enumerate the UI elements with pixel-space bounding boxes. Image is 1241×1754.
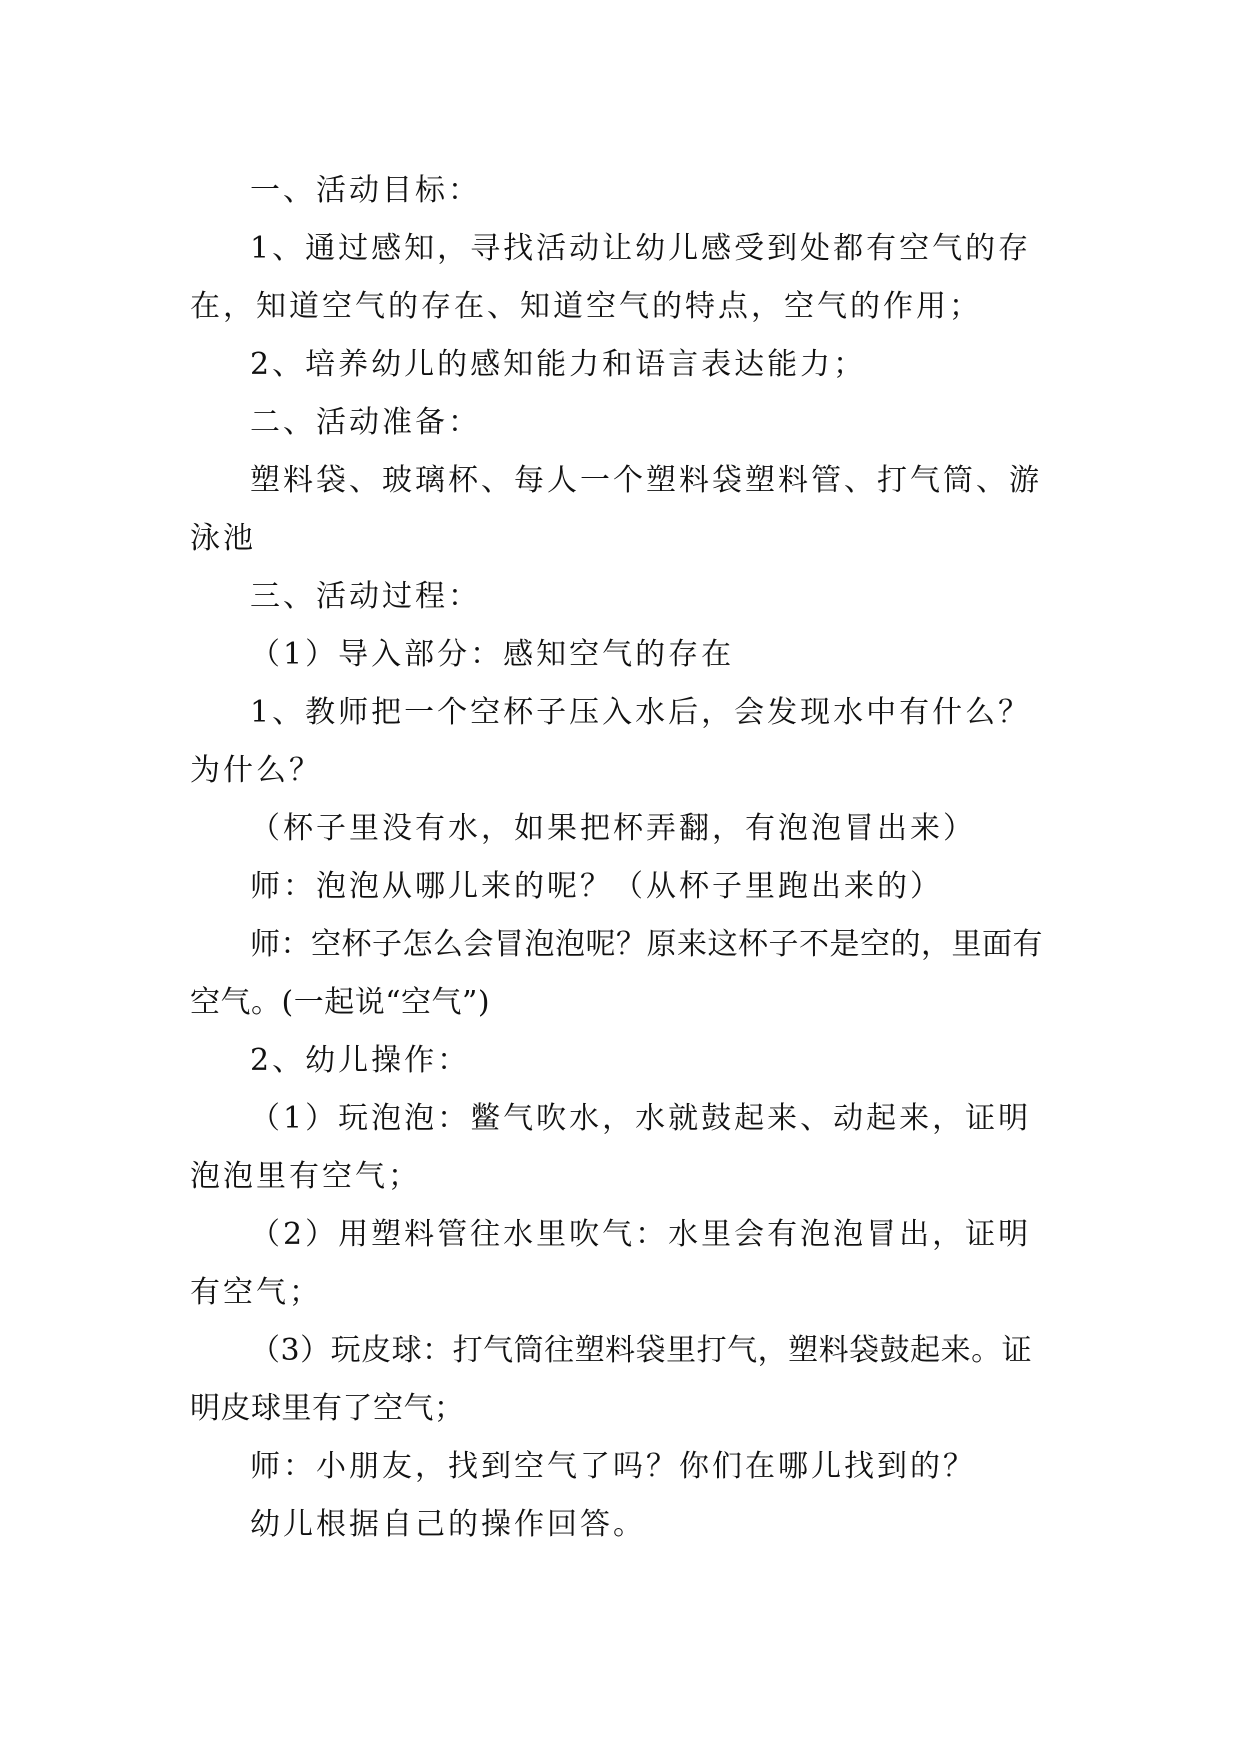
children-response: 幼儿根据自己的操作回答。 — [250, 1507, 646, 1542]
preparation-materials: 塑料袋、玻璃杯、每人一个塑料袋塑料管、打气筒、游泳池 — [190, 463, 1042, 556]
teacher-line-2: 师：空杯子怎么会冒泡泡呢？原来这杯子不是空的，里面有空气。(一起说“空气”) — [190, 927, 1043, 1020]
heading-activity-process: 三、活动过程： — [250, 579, 481, 614]
document-body — [190, 162, 1050, 1554]
operation-item-2: （2）用塑料管往水里吹气：水里会有泡泡冒出，证明有空气； — [190, 1217, 1032, 1310]
process-step-1-answer: （杯子里没有水，如果把杯弄翻，有泡泡冒出来） — [250, 811, 976, 846]
process-step-1: 1、教师把一个空杯子压入水后，会发现水中有什么？为什么？ — [190, 695, 1032, 788]
heading-activity-goals: 一、活动目标： — [250, 173, 481, 208]
operation-item-3: （3）玩皮球：打气筒往塑料袋里打气，塑料袋鼓起来。证明皮球里有了空气； — [190, 1333, 1033, 1426]
teacher-line-3: 师：小朋友，找到空气了吗？你们在哪儿找到的？ — [250, 1449, 976, 1484]
process-section-intro: （1）导入部分：感知空气的存在 — [250, 637, 735, 672]
goal-item-2: 2、培养幼儿的感知能力和语言表达能力； — [250, 347, 867, 382]
goal-item-1: 1、通过感知，寻找活动让幼儿感受到处都有空气的存在，知道空气的存在、知道空气的特点，空气的作用； — [190, 231, 1032, 324]
heading-activity-preparation: 二、活动准备： — [250, 405, 481, 440]
operation-item-1: （1）玩泡泡：鳖气吹水，水就鼓起来、动起来，证明泡泡里有空气； — [190, 1101, 1032, 1194]
teacher-line-1: 师：泡泡从哪儿来的呢？（从杯子里跑出来的） — [250, 869, 943, 904]
process-step-2: 2、幼儿操作： — [250, 1043, 471, 1078]
